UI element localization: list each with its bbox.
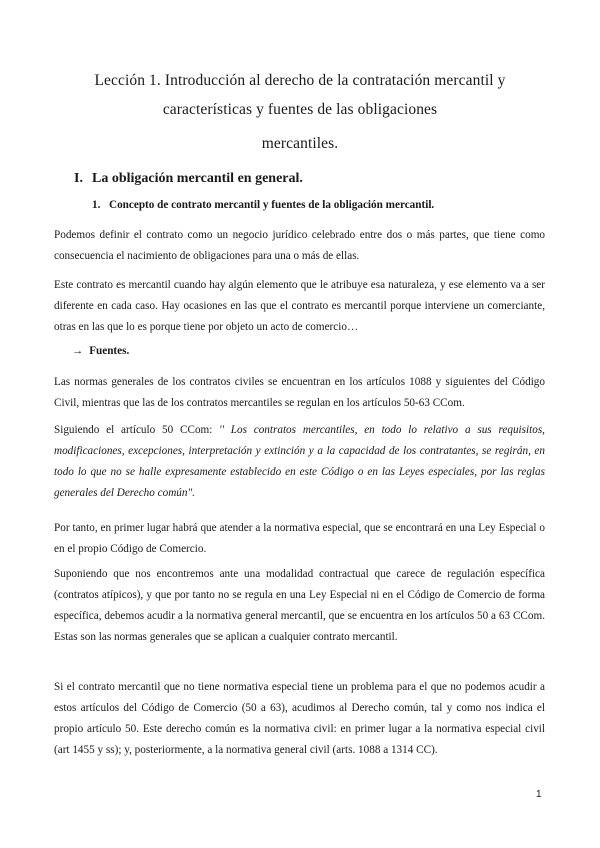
subsection-title: Concepto de contrato mercantil y fuentes de la obligación mercantil. [109, 199, 435, 211]
fuentes-label: Fuentes. [89, 345, 130, 357]
paragraph-normas-generales: Las normas generales de los contratos civiles se encuentran en los artículos 1088 y siguientes del Código Civil, mientras que las de los contratos mercantiles se regulan en los artículos 50-63 CCom. [54, 376, 545, 409]
paragraph-normativa-especial: Por tanto, en primer lugar habrá que atender a la normativa especial, que se encontrará en una Ley Especial o en el propio Código de Comercio. [54, 522, 545, 555]
paragraph-contratos-atipicos: Suponiendo que nos encontremos ante una modalidad contractual que carece de regulación específica (contratos atípicos), y que por tanto no se regula en una Ley Especial ni en el Código de Comercio de forma específica, debemos acudir a la normativa general mercantil, que se encuentra en los artículos 50 a 63 CCom. Estas son las normas generales que se aplican a cualquier contrato mercantil. [54, 568, 545, 643]
section-number: I. [74, 171, 83, 186]
section-heading [74, 171, 303, 187]
fuentes-heading [72, 345, 129, 357]
paragraph-mercantil-nature: Este contrato es mercantil cuando hay algún elemento que le atribuye esa naturaleza, y ese elemento va a ser diferente en cada caso. Hay ocasiones en las que el contrato es mercantil porque interviene un comerciante, otras en las que lo es porque tiene por objeto un acto de comercio… [54, 279, 545, 333]
section-title: La obligación mercantil en general. [92, 171, 303, 186]
articulo-50-quote: '' Los contratos mercantiles, en todo lo relativo a sus requisitos, modificaciones, excepciones, interpretación y extinción y a la capacidad de los contratantes, se regirán, en todo lo que no se halle expresamente establecido en este Código o en las Leyes especiales, por las reglas generales del Derecho común". [54, 424, 545, 499]
lesson-title-line-2: características y fuentes de las obligaciones [162, 101, 438, 118]
paragraph-articulo-50-intro: Siguiendo el artículo 50 CCom: [54, 424, 220, 436]
page-number: 1 [536, 789, 542, 800]
lesson-title-line-3: mercantiles. [261, 135, 339, 152]
paragraph-definition: Podemos definir el contrato como un negocio jurídico celebrado entre dos o más partes, que tiene como consecuencia el nacimiento de obligaciones para una o más de ellas. [54, 229, 545, 262]
arrow-right-icon: → [72, 345, 84, 357]
paragraph-derecho-comun: Si el contrato mercantil que no tiene normativa especial tiene un problema para el que no podemos acudir a estos artículos del Código de Comercio (50 a 63), acudimos al Derecho común, tal y como nos indica el propio artículo 50. Este derecho común es la normativa civil: en primer lugar a la normativa especial civil (art 1455 y ss); y, posteriormente, a la normativa general civil (arts. 1088 a 1314 CC). [54, 681, 545, 756]
subsection-heading [92, 199, 434, 211]
paragraph-articulo-50 [54, 420, 545, 504]
lesson-title-line-1: Lección 1. Introducción al derecho de la contratación mercantil y [94, 72, 506, 89]
subsection-number: 1. [92, 199, 101, 211]
